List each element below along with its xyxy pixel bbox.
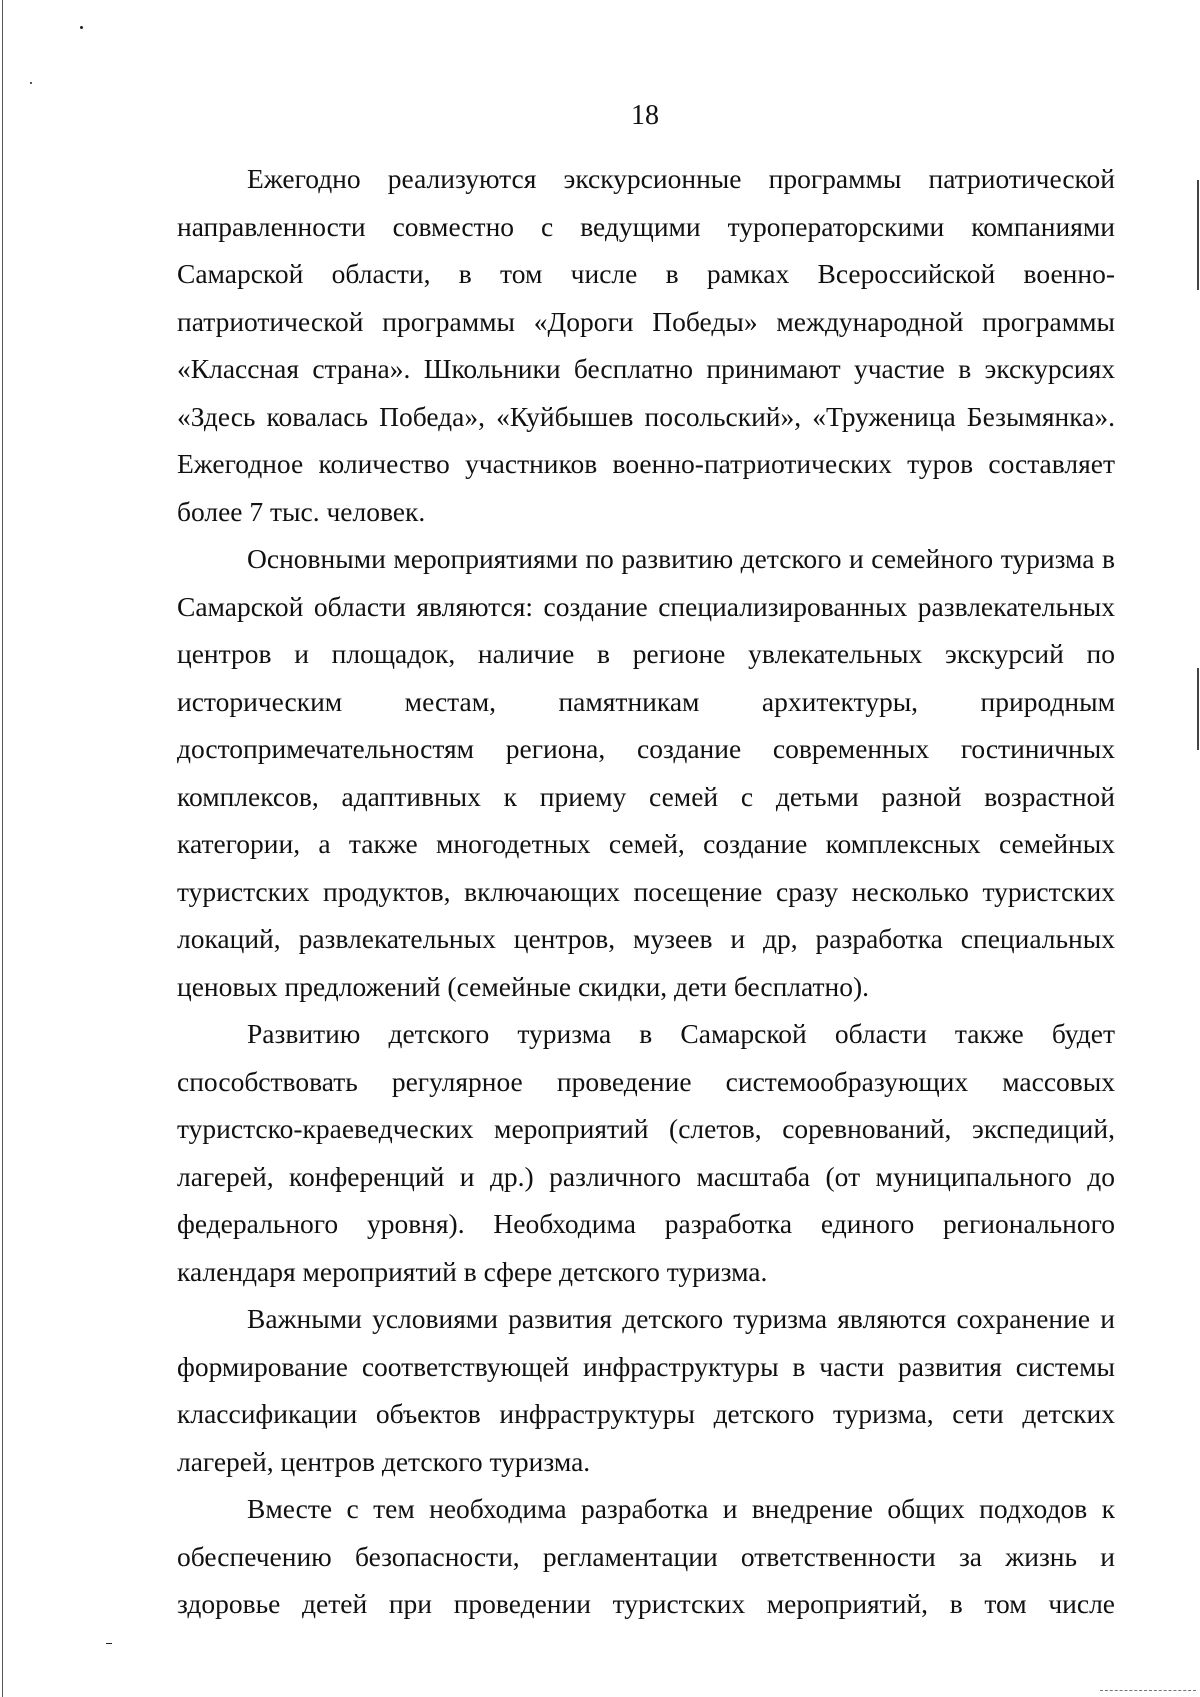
- scan-right-mark: [1197, 180, 1199, 290]
- scan-speck: [80, 26, 83, 29]
- scan-speck: [106, 1643, 112, 1644]
- scan-right-mark: [1197, 668, 1199, 750]
- paragraph: Основными мероприятиями по развитию детского и семейного туризма в Самарской области являются: создание специализированных развлекательных центров и площадок, наличие в регионе увлекательных экскурсий по историческим местам, памятникам архитектуры, природным достопримечательностям региона, создание современных гостиничных комплексов, адаптивных к приему семей с детьми разной возрастной категории, а также многодетных семей, создание комплексных семейных туристских продуктов, включающих посещение сразу несколько туристских локаций, развлекательных центров, музеев и др, разработка специальных ценовых предложений (семейные скидки, дети бесплатно).: [177, 543, 1115, 1002]
- paragraph: Важными условиями развития детского туризма являются сохранение и формирование соответствующей инфраструктуры в части развития системы классификации объектов инфраструктуры детского туризма, сети детских лагерей, центров детского туризма.: [177, 1303, 1115, 1477]
- page-number: 18: [631, 100, 659, 131]
- paragraph: Ежегодно реализуются экскурсионные программы патриотической направленности совместно с ведущими туроператорскими компаниями Самарской области, в том числе в рамках Всероссийской военно-патриотической программы «Дороги Победы» международной программы «Классная страна». Школьники бесплатно принимают участие в экскурсиях «Здесь ковалась Победа», «Куйбышев посольский», «Труженица Безымянка». Ежегодное количество участников военно-патриотических туров составляет более 7 тыс. человек.: [177, 163, 1115, 527]
- paragraph: Развитию детского туризма в Самарской области также будет способствовать регулярное проведение системообразующих массовых туристско-краеведческих мероприятий (слетов, соревнований, экспедиций, лагерей, конференций и др.) различного масштаба (от муниципального до федерального уровня). Необходима разработка единого регионального календаря мероприятий в сфере детского туризма.: [177, 1018, 1115, 1287]
- scan-speck: [30, 82, 32, 84]
- document-body: [177, 155, 1115, 1628]
- scan-left-edge: [2, 0, 3, 1697]
- paragraph: Вместе с тем необходима разработка и внедрение общих подходов к обеспечению безопасности, регламентации ответственности за жизнь и здоровье детей при проведении туристских мероприятий, в том числе: [177, 1493, 1115, 1619]
- scan-bottom-mark: [1100, 1690, 1196, 1692]
